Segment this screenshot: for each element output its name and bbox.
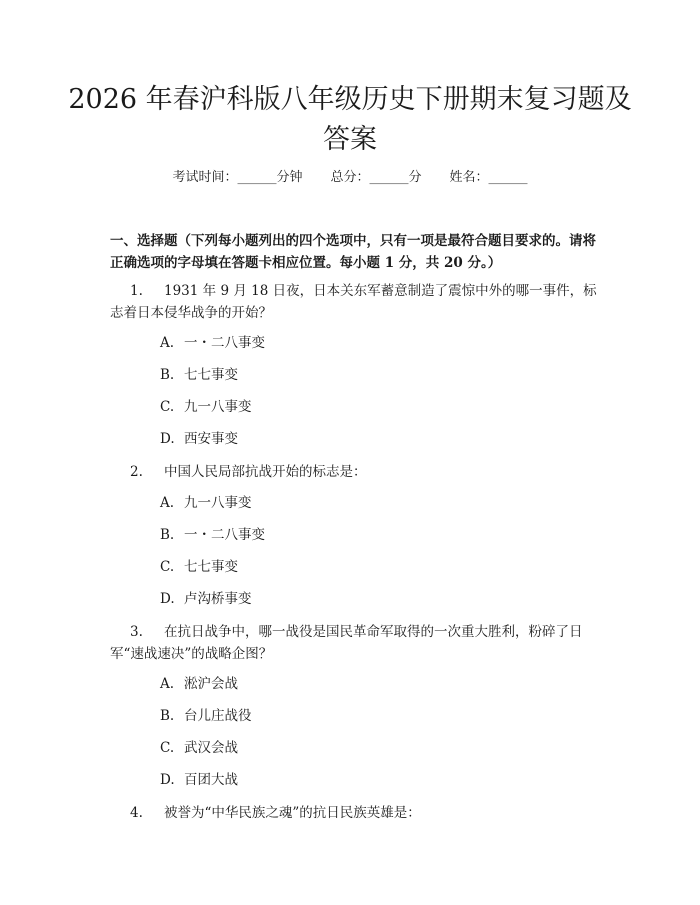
question-number: 1.: [130, 283, 143, 299]
section-heading: 一、选择题（下列每小题列出的四个选项中，只有一项是最符合题目要求的。请将正确选项的字母填在答题卡相应位置。每小题 1 分，共 20 分。）: [110, 233, 596, 271]
question-2: [110, 461, 600, 483]
question-text: 1931 年 9 月 18 日夜，日本关东军蓄意制造了震惊中外的哪一事件，标志着日本侵华战争的开始？: [110, 283, 597, 321]
option-2c: [160, 557, 580, 577]
option-1b: [160, 365, 580, 385]
option-text: 台儿庄战役: [184, 708, 252, 724]
option-text: 七七事变: [184, 559, 238, 575]
option-text: 武汉会战: [184, 740, 238, 756]
option-text: 一・二八事变: [184, 335, 265, 351]
option-text: 西安事变: [184, 431, 238, 447]
option-letter: B.: [160, 708, 175, 724]
option-letter: C.: [160, 740, 175, 756]
option-text: 一・二八事变: [184, 527, 265, 543]
total-score-label: 总分：______分: [330, 170, 422, 185]
document-title: 2026 年春沪科版八年级历史下册期末复习题及答案: [68, 84, 632, 155]
option-text: 七七事变: [184, 367, 238, 383]
option-2b: [160, 525, 580, 545]
question-1: [110, 280, 600, 324]
option-letter: A.: [160, 676, 175, 692]
option-text: 百团大战: [184, 772, 238, 788]
question-number: 3.: [130, 624, 143, 640]
option-letter: C.: [160, 559, 175, 575]
question-number: 2.: [130, 464, 143, 480]
question-text: 中国人民局部抗战开始的标志是：: [164, 464, 367, 480]
option-letter: B.: [160, 527, 175, 543]
option-1d: [160, 429, 580, 449]
exam-time-label: 考试时间：______分钟: [172, 170, 303, 185]
question-3: [110, 621, 600, 665]
option-3a: [160, 674, 580, 694]
option-letter: B.: [160, 367, 175, 383]
question-4: [110, 802, 600, 824]
option-text: 卢沟桥事变: [184, 591, 252, 607]
option-2a: [160, 493, 580, 513]
option-2d: [160, 589, 580, 609]
option-letter: D.: [160, 431, 175, 447]
option-letter: D.: [160, 591, 175, 607]
option-text: 九一八事变: [184, 495, 252, 511]
option-1c: [160, 397, 580, 417]
option-letter: C.: [160, 399, 175, 415]
option-1a: [160, 333, 580, 353]
option-3d: [160, 770, 580, 790]
option-letter: D.: [160, 772, 175, 788]
question-text: 在抗日战争中，哪一战役是国民革命军取得的一次重大胜利，粉碎了日军“速战速决”的战略企图？: [110, 624, 583, 662]
exam-meta: [0, 168, 700, 188]
question-number: 4.: [130, 805, 143, 821]
option-letter: A.: [160, 335, 175, 351]
option-3c: [160, 738, 580, 758]
option-letter: A.: [160, 495, 175, 511]
name-label: 姓名：______: [449, 170, 528, 185]
option-text: 淞沪会战: [184, 676, 238, 692]
question-text: 被誉为“中华民族之魂”的抗日民族英雄是：: [164, 805, 421, 821]
option-3b: [160, 706, 580, 726]
option-text: 九一八事变: [184, 399, 252, 415]
